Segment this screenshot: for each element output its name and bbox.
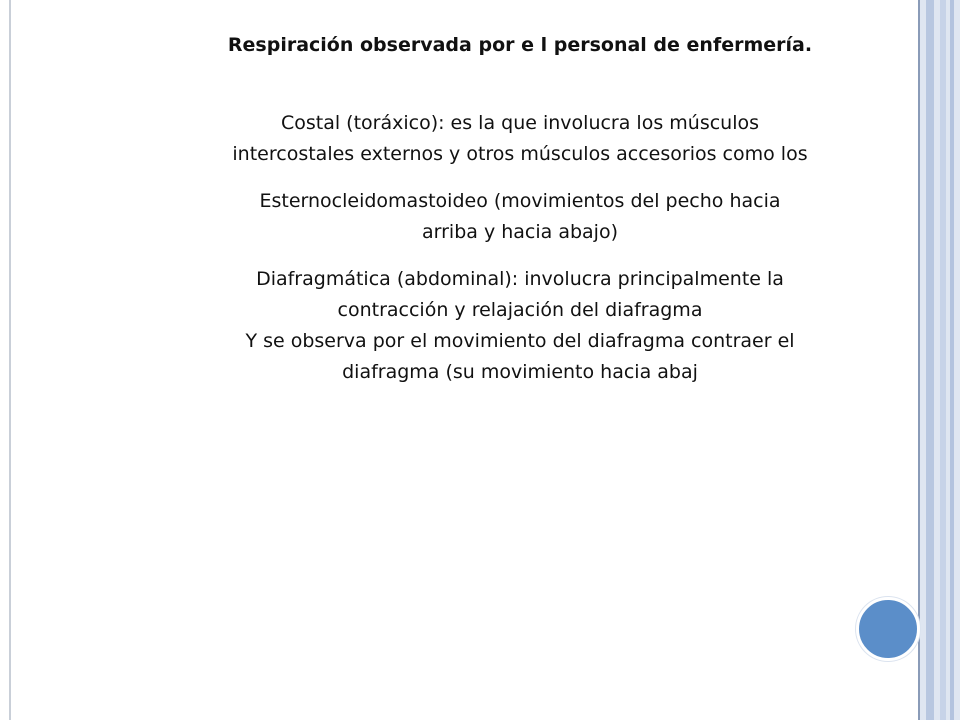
- paragraph-esternocleidomastoideo: [170, 186, 870, 248]
- decorative-stripe: [950, 0, 954, 720]
- text-line: arriba y hacia abajo): [422, 221, 618, 243]
- slide-content: [170, 30, 870, 388]
- text-line: Esternocleidomastoideo (movimientos del pecho hacia: [259, 190, 781, 212]
- text-line: Y se observa por el movimiento del diafragma contraer el: [245, 330, 795, 352]
- text-line: intercostales externos y otros músculos accesorios como los: [232, 143, 808, 165]
- text-line: Costal (toráxico): es la que involucra los músculos: [280, 112, 760, 134]
- decorative-stripe: [926, 0, 934, 720]
- text-line: contracción y relajación del diafragma: [337, 299, 703, 321]
- decorative-circle: [856, 597, 920, 661]
- slide-title: Respiración observada por e l personal de enfermería.: [227, 34, 813, 56]
- text-line: Diafragmática (abdominal): involucra principalmente la: [256, 268, 784, 290]
- text-line: diafragma (su movimiento hacia abaj: [342, 361, 698, 383]
- decorative-stripe: [940, 0, 946, 720]
- paragraph-diafragmatica: [170, 264, 870, 388]
- paragraph-costal: [170, 108, 870, 170]
- left-margin-rule: [9, 0, 11, 720]
